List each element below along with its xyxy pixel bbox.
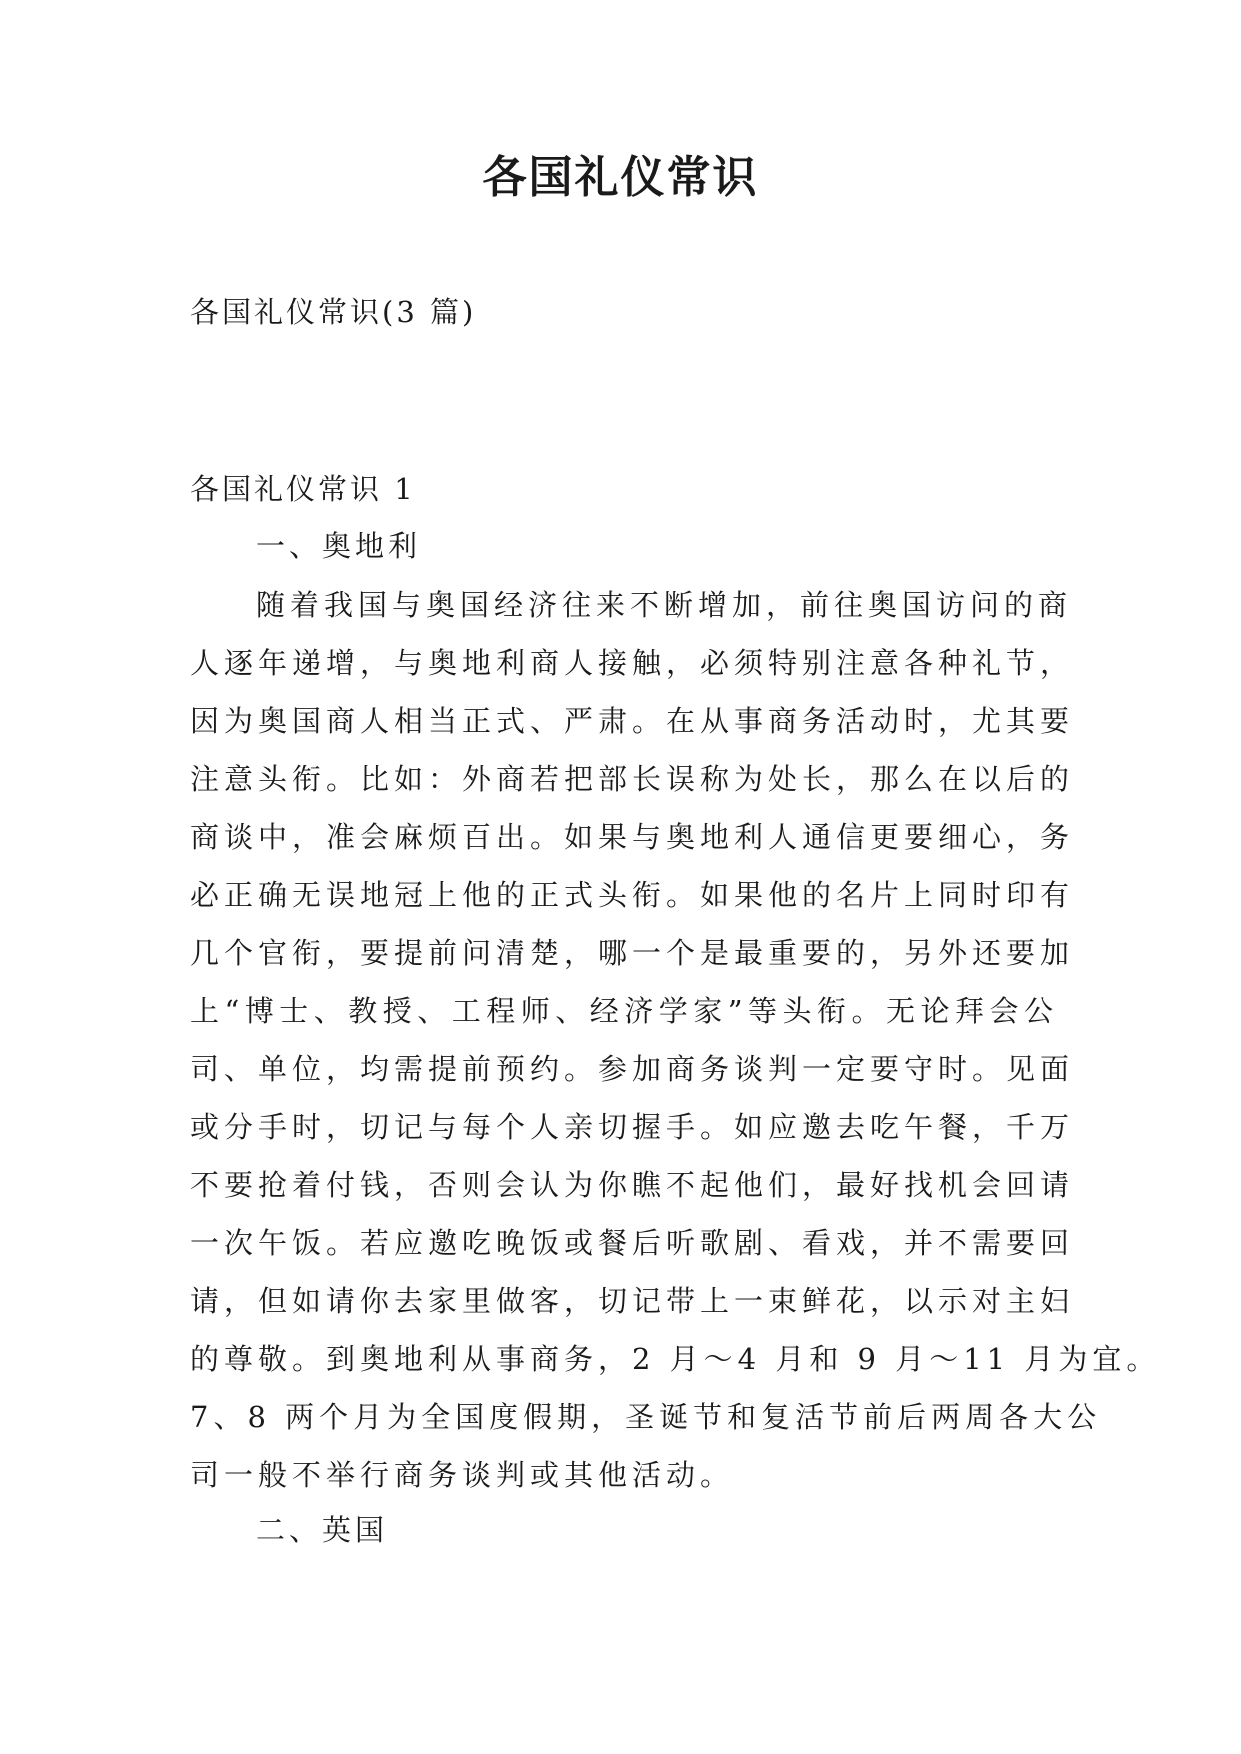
paragraph-line: 几个官衔，要提前问清楚，哪一个是最重要的，另外还要加 (190, 936, 1075, 970)
paragraph-line: 或分手时，切记与每个人亲切握手。如应邀去吃午餐，千万 (190, 1110, 1075, 1144)
paragraph-line: 不要抢着付钱，否则会认为你瞧不起他们，最好找机会回请 (190, 1168, 1075, 1202)
sub-heading-austria: 一、奥地利 (256, 529, 422, 563)
document-subtitle: 各国礼仪常识(3 篇) (190, 295, 477, 329)
sub-heading-uk: 二、英国 (256, 1513, 389, 1547)
paragraph-line: 人逐年递增，与奥地利商人接触，必须特别注意各种礼节， (190, 646, 1075, 680)
paragraph-line: 因为奥国商人相当正式、严肃。在从事商务活动时，尤其要 (190, 704, 1075, 738)
paragraph-line: 的尊敬。到奥地利从事商务，2 月～4 月和 9 月～11 月为宜。 (190, 1342, 1161, 1376)
paragraph-austria (190, 576, 1161, 1504)
paragraph-line: 注意头衔。比如：外商若把部长误称为处长，那么在以后的 (190, 762, 1075, 796)
paragraph-line: 一次午饭。若应邀吃晚饭或餐后听歌剧、看戏，并不需要回 (190, 1226, 1075, 1260)
paragraph-line: 司、单位，均需提前预约。参加商务谈判一定要守时。见面 (190, 1052, 1075, 1086)
paragraph-line: 请，但如请你去家里做客，切记带上一束鲜花，以示对主妇 (190, 1284, 1075, 1318)
document-title: 各国礼仪常识 (482, 152, 759, 203)
paragraph-line: 司一般不举行商务谈判或其他活动。 (190, 1458, 735, 1492)
paragraph-line: 随着我国与奥国经济往来不断增加，前往奥国访问的商 (256, 588, 1073, 622)
paragraph-line: 必正确无误地冠上他的正式头衔。如果他的名片上同时印有 (190, 878, 1075, 912)
section-heading: 各国礼仪常识 1 (190, 472, 416, 506)
paragraph-line: 商谈中，准会麻烦百出。如果与奥地利人通信更要细心，务 (190, 820, 1075, 854)
paragraph-line: 上“博士、教授、工程师、经济学家”等头衔。无论拜会公 (190, 994, 1058, 1028)
paragraph-line: 7、8 两个月为全国度假期，圣诞节和复活节前后两周各大公 (190, 1400, 1102, 1434)
